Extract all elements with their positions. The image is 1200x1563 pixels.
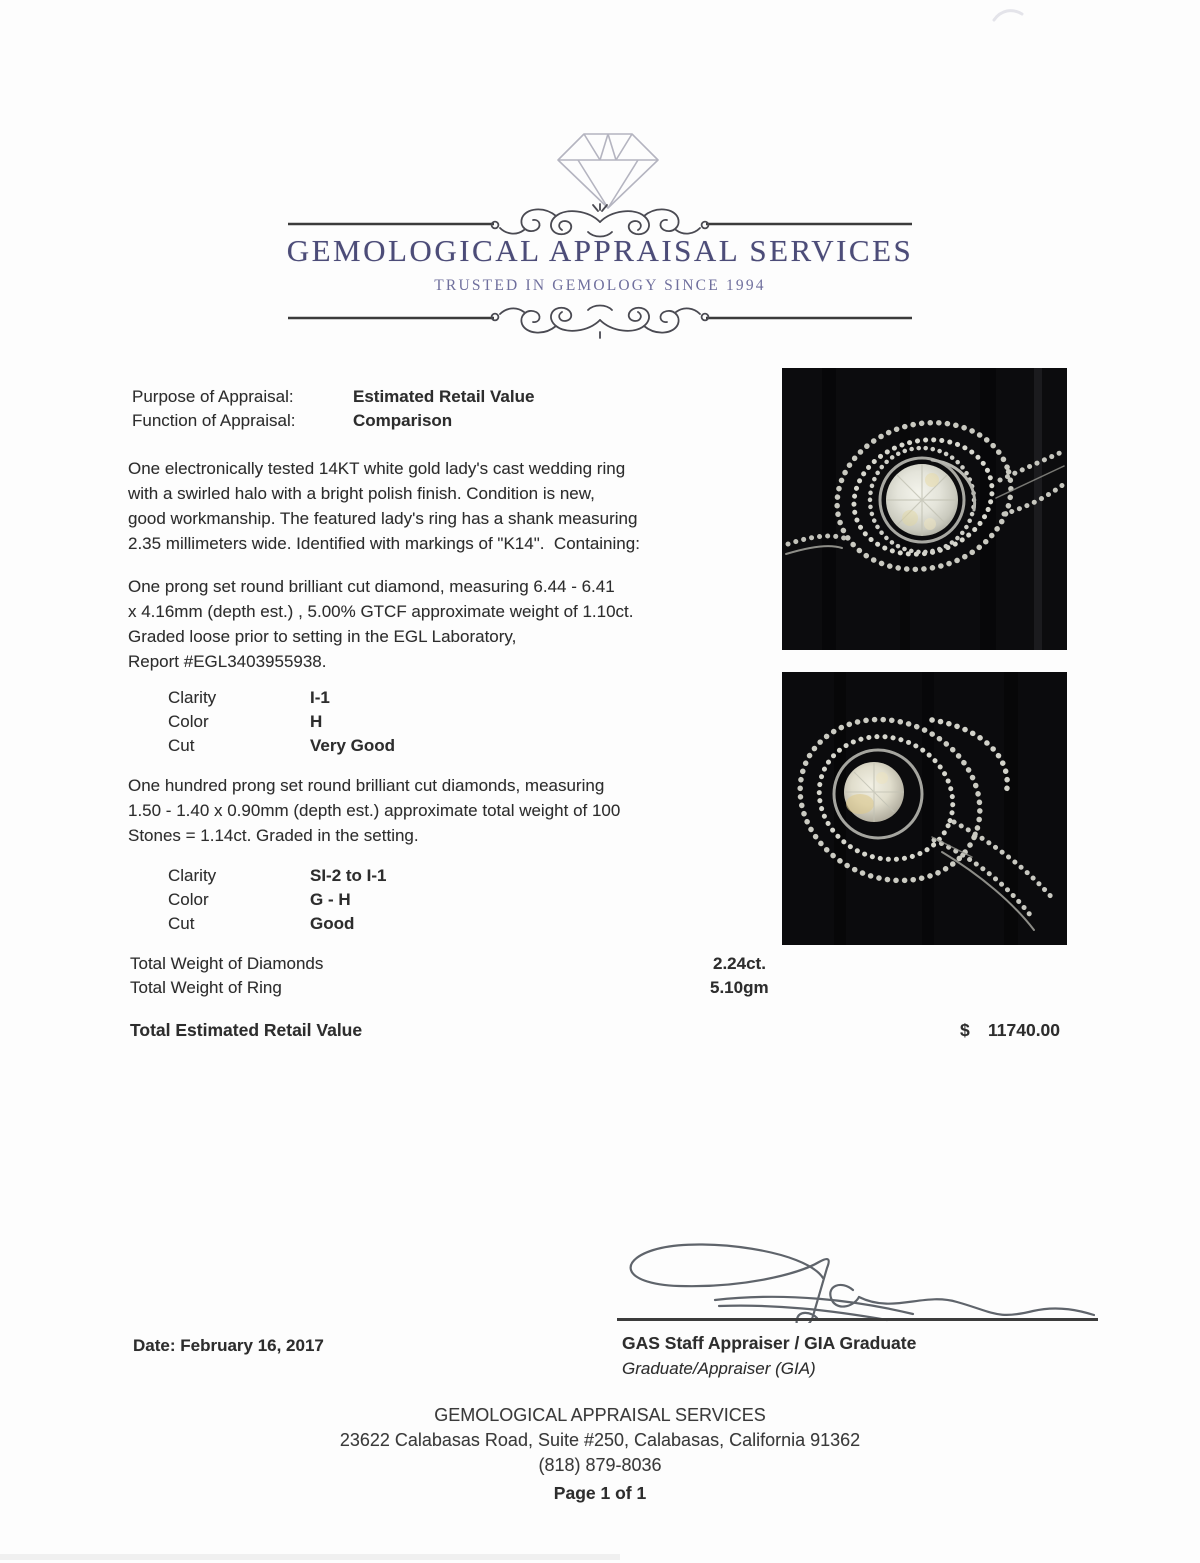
ring-description-line: with a swirled halo with a bright polish finish. Condition is new, xyxy=(128,484,595,503)
appraiser-signature xyxy=(595,1238,1095,1323)
retail-value-amount: 11740.00 xyxy=(988,1020,1061,1040)
signature-line xyxy=(617,1318,1098,1321)
ring-side-view-image xyxy=(782,672,1067,945)
stone1-clarity-value: I-1 xyxy=(310,688,330,707)
stone2-description-line: 1.50 - 1.40 x 0.90mm (depth est.) approximate total weight of 100 xyxy=(128,801,621,820)
purpose-value: Estimated Retail Value xyxy=(353,387,535,406)
stone2-cut-value: Good xyxy=(310,914,355,933)
purpose-label: Purpose of Appraisal: xyxy=(132,387,294,406)
stone2-cut-label: Cut xyxy=(168,914,195,933)
stone1-description-line: Graded loose prior to setting in the EGL Laboratory, xyxy=(128,627,517,646)
function-label: Function of Appraisal: xyxy=(132,411,296,430)
retail-value-label: Total Estimated Retail Value xyxy=(130,1020,363,1040)
signer-subtitle: Graduate/Appraiser (GIA) xyxy=(622,1359,816,1378)
footer-page-number: Page 1 of 1 xyxy=(553,1483,647,1503)
total-weight-ring-label: Total Weight of Ring xyxy=(130,978,282,997)
retail-currency-symbol: $ xyxy=(960,1020,970,1040)
stone2-color-value: G - H xyxy=(310,890,351,909)
scan-smudge-mark xyxy=(992,6,1026,26)
stone1-description-line: One prong set round brilliant cut diamond, measuring 6.44 - 6.41 xyxy=(128,577,615,596)
scan-edge-artifact xyxy=(0,1554,620,1560)
stone2-clarity-label: Clarity xyxy=(168,866,217,885)
stone1-color-label: Color xyxy=(168,712,209,731)
ring-description-line: 2.35 millimeters wide. Identified with markings of "K14". Containing: xyxy=(128,534,640,553)
stone2-clarity-value: SI-2 to I-1 xyxy=(310,866,387,885)
ring-description-line: One electronically tested 14KT white gold lady's cast wedding ring xyxy=(128,459,626,478)
stone1-description-line: x 4.16mm (depth est.) , 5.00% GTCF approximate weight of 1.10ct. xyxy=(128,602,634,621)
function-value: Comparison xyxy=(353,411,453,430)
stone2-description-line: One hundred prong set round brilliant cut diamonds, measuring xyxy=(128,776,605,795)
footer-org-name: GEMOLOGICAL APPRAISAL SERVICES xyxy=(434,1405,766,1425)
org-tagline: TRUSTED IN GEMOLOGY SINCE 1994 xyxy=(434,277,766,294)
org-title: GEMOLOGICAL APPRAISAL SERVICES xyxy=(286,233,914,268)
diamond-outline-icon xyxy=(548,124,668,212)
ring-top-view-image xyxy=(782,368,1067,650)
ring-description-line: good workmanship. The featured lady's ring has a shank measuring xyxy=(128,509,638,528)
total-weight-diamonds-label: Total Weight of Diamonds xyxy=(130,954,324,973)
ring-photo-side-view xyxy=(782,672,1067,945)
total-weight-diamonds-value: 2.24ct. xyxy=(713,954,766,973)
ring-photo-top-view xyxy=(782,368,1067,650)
total-weight-ring-value: 5.10gm xyxy=(710,978,769,997)
stone1-cut-label: Cut xyxy=(168,736,195,755)
footer-phone: (818) 879-8036 xyxy=(538,1455,662,1475)
footer-address: 23622 Calabasas Road, Suite #250, Calabasas, California 91362 xyxy=(339,1430,861,1450)
stone1-color-value: H xyxy=(310,712,323,731)
stone1-clarity-label: Clarity xyxy=(168,688,217,707)
stone2-color-label: Color xyxy=(168,890,209,909)
signer-title: GAS Staff Appraiser / GIA Graduate xyxy=(622,1333,917,1353)
stone2-description-line: Stones = 1.14ct. Graded in the setting. xyxy=(128,826,419,845)
stone1-cut-value: Very Good xyxy=(310,736,396,755)
date-line: Date: February 16, 2017 xyxy=(133,1336,324,1355)
stone1-description-line: Report #EGL3403955938. xyxy=(128,652,327,671)
scroll-flourish-ornament-bottom xyxy=(288,296,912,340)
